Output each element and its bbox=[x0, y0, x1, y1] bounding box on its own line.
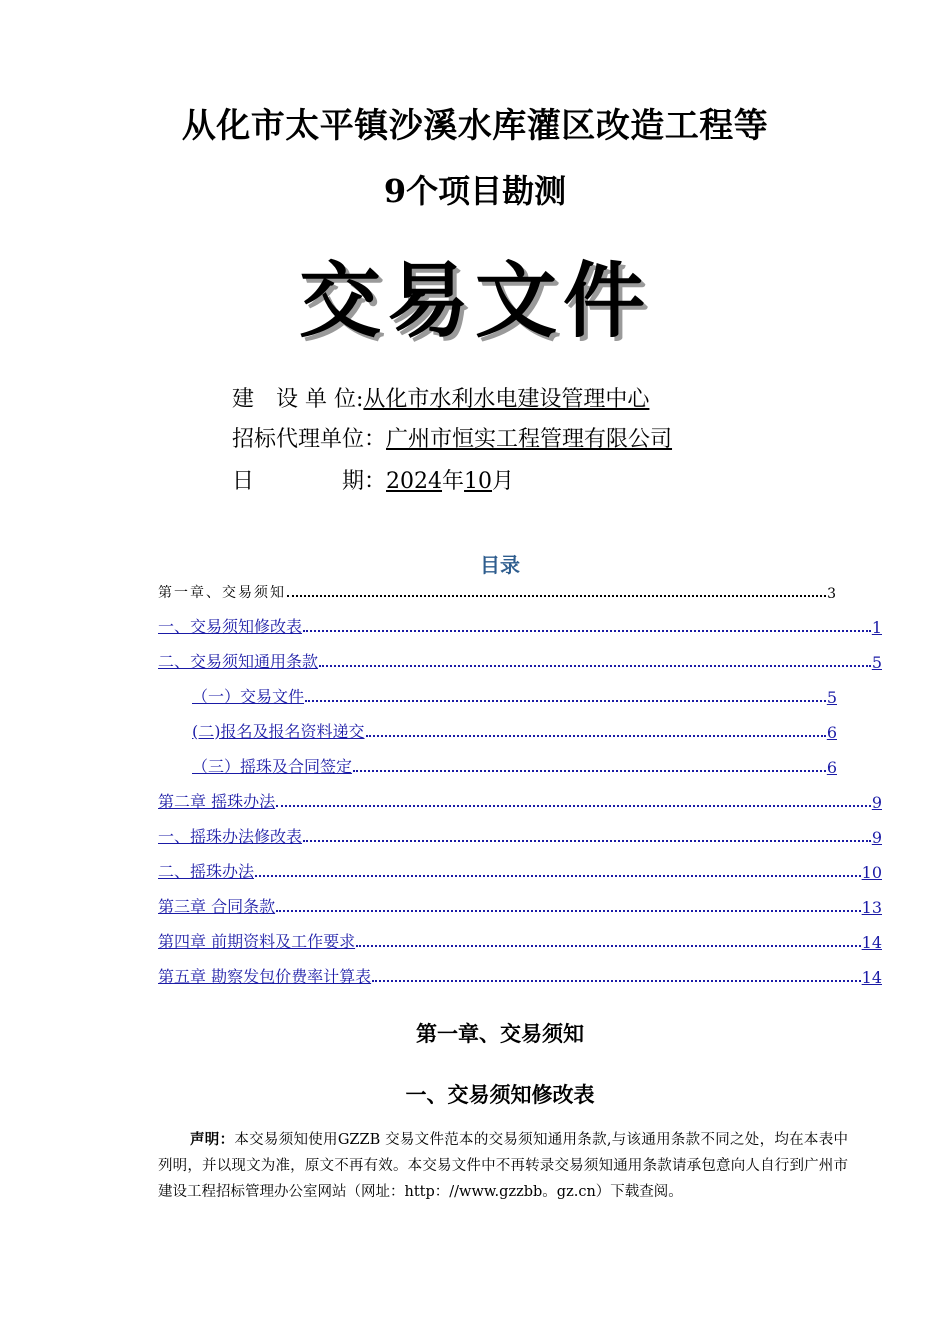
toc-link[interactable]: 一、摇珠办法修改表 9 bbox=[158, 827, 882, 847]
toc-link[interactable]: (二)报名及报名资料递交 6 bbox=[192, 722, 837, 742]
statement-paragraph bbox=[158, 1127, 848, 1205]
owner-value: 从化市水利水电建设管理中心 bbox=[363, 387, 650, 412]
cover-title-line1: 从化市太平镇沙溪水库灌区改造工程等 bbox=[181, 106, 769, 146]
owner-label: 建 设 单 位: bbox=[232, 387, 364, 412]
agent-label: 招标代理单位： bbox=[232, 427, 387, 452]
toc-item: 第一章、交易须知 3 bbox=[158, 585, 838, 602]
cover-title-line2: 9个项目勘测 bbox=[383, 172, 567, 210]
date-year-unit: 年 bbox=[442, 469, 465, 494]
agent-value: 广州市恒实工程管理有限公司 bbox=[386, 427, 673, 452]
owner-line bbox=[232, 385, 649, 415]
toc-link[interactable]: 第二章 摇珠办法 9 bbox=[158, 792, 882, 812]
date-label: 日 期： bbox=[232, 469, 387, 494]
statement-lead: 声明： bbox=[190, 1131, 235, 1148]
section-heading: 一、交易须知修改表 bbox=[405, 1082, 595, 1107]
toc-link[interactable]: （一）交易文件 5 bbox=[192, 687, 837, 707]
toc-link[interactable]: 第五章 勘察发包价费率计算表 14 bbox=[158, 967, 882, 987]
cover-doc-type: 交易文件 bbox=[298, 254, 651, 349]
date-year: 2024 bbox=[386, 469, 443, 494]
toc-link[interactable]: 一、交易须知修改表 1 bbox=[158, 617, 882, 637]
toc-link[interactable]: （三）摇珠及合同签定 6 bbox=[192, 757, 837, 777]
agent-line bbox=[232, 425, 672, 455]
date-month: 10 bbox=[464, 469, 493, 494]
toc-heading: 目录 bbox=[480, 553, 520, 577]
toc-link[interactable]: 二、交易须知通用条款 5 bbox=[158, 652, 882, 672]
date-month-unit: 月 bbox=[492, 469, 515, 494]
toc-link[interactable]: 二、摇珠办法 10 bbox=[158, 862, 882, 882]
toc-link[interactable]: 第三章 合同条款 13 bbox=[158, 897, 882, 917]
statement-text: 本交易须知使用GZZB 交易文件范本的交易须知通用条款,与该通用条款不同之处，均在本表中列明，并以现文为准，原文不再有效。本交易文件中不再转录交易须知通用条款请承包意向人自行到广州市建设工程招标管理办公室网站（网址：http：//www.gzzbb。gz.cn）下载查阅。 bbox=[158, 1132, 849, 1200]
chapter-heading: 第一章、交易须知 bbox=[416, 1021, 584, 1046]
toc-link[interactable]: 第四章 前期资料及工作要求 14 bbox=[158, 932, 882, 952]
date-line bbox=[232, 467, 514, 497]
